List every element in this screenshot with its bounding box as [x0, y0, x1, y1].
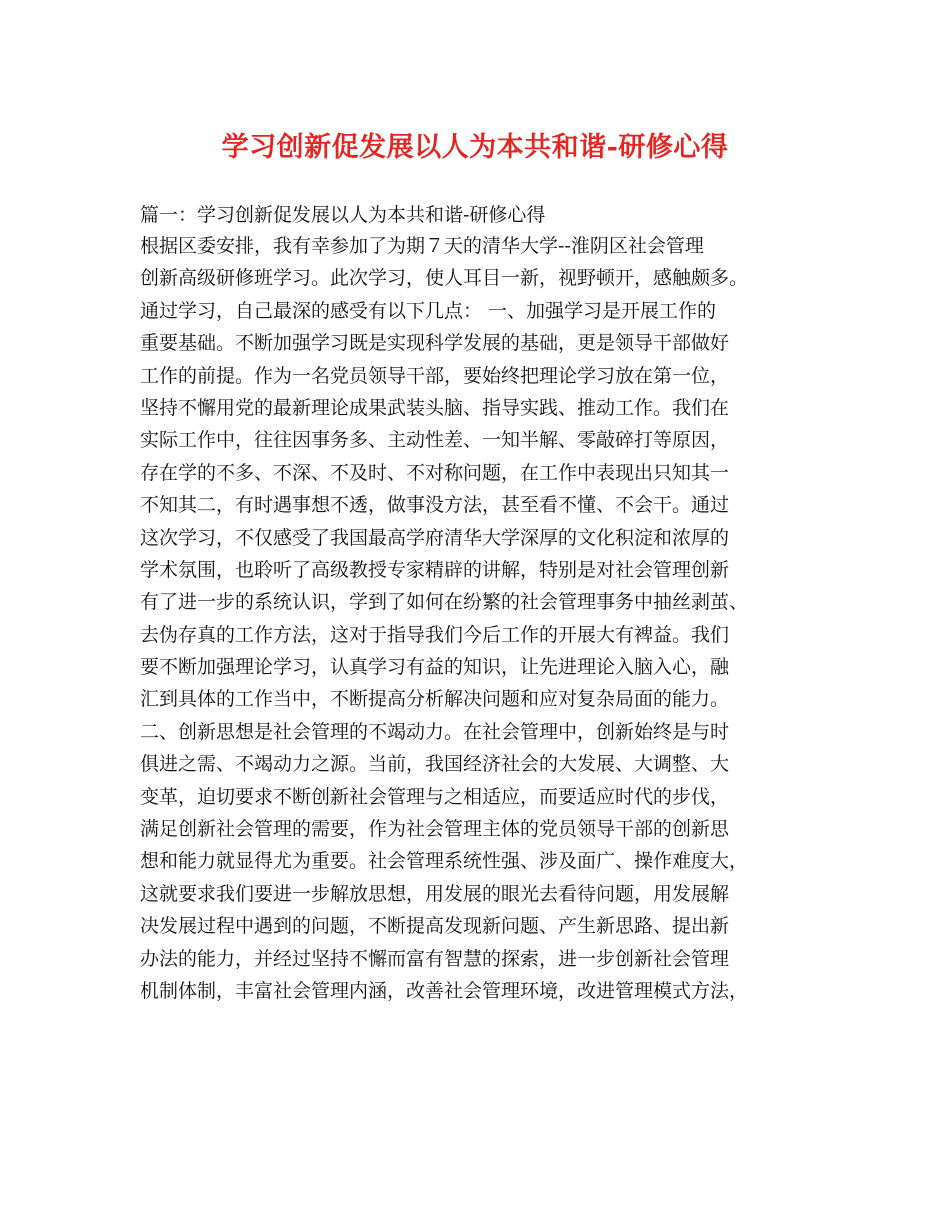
- body-line: 要不断加强理论学习，认真学习有益的知识，让先进理论入脑入心，融: [140, 656, 730, 679]
- document-body: [140, 200, 840, 1007]
- body-line: 想和能力就显得尤为重要。社会管理系统性强、涉及面广、操作难度大，: [140, 850, 749, 873]
- body-line: 去伪存真的工作方法，这对于指导我们今后工作的开展大有裨益。我们: [140, 623, 730, 646]
- body-line: 办法的能力，并经过坚持不懈而富有智慧的探索，进一步创新社会管理: [140, 947, 730, 970]
- body-line: 二、创新思想是社会管理的不竭动力。在社会管理中，创新始终是与时: [140, 720, 730, 743]
- body-line: 有了进一步的系统认识，学到了如何在纷繁的社会管理事务中抽丝剥茧、: [140, 591, 749, 614]
- body-line: 决发展过程中遇到的问题，不断提高发现新问题、产生新思路、提出新: [140, 915, 730, 938]
- body-line: 满足创新社会管理的需要，作为社会管理主体的党员领导干部的创新思: [140, 818, 730, 841]
- body-line: 汇到具体的工作当中，不断提高分析解决问题和应对复杂局面的能力。: [140, 688, 730, 711]
- body-line: 变革，迫切要求不断创新社会管理与之相适应，而要适应时代的步伐，: [140, 785, 730, 808]
- body-line: 这次学习，不仅感受了我国最高学府清华大学深厚的文化积淀和浓厚的: [140, 526, 730, 549]
- document-title: 学习创新促发展以人为本共和谐-研修心得: [221, 132, 729, 163]
- body-line: 存在学的不多、不深、不及时、不对称问题，在工作中表现出只知其一: [140, 461, 730, 484]
- body-line: 俱进之需、不竭动力之源。当前，我国经济社会的大发展、大调整、大: [140, 753, 730, 776]
- body-line: 坚持不懈用党的最新理论成果武装头脑、指导实践、推动工作。我们在: [140, 396, 730, 419]
- body-line: 不知其二，有时遇事想不透，做事没方法，甚至看不懂、不会干。通过: [140, 494, 730, 517]
- body-line: 篇一：学习创新促发展以人为本共和谐-研修心得: [140, 204, 546, 226]
- body-line: 机制体制，丰富社会管理内涵，改善社会管理环境，改进管理模式方法，: [140, 979, 749, 1002]
- body-line: 工作的前提。作为一名党员领导干部，要始终把理论学习放在第一位，: [140, 364, 730, 387]
- body-line: 通过学习，自己最深的感受有以下几点： 一、加强学习是开展工作的: [140, 299, 717, 322]
- body-line: 这就要求我们要进一步解放思想，用发展的眼光去看待问题，用发展解: [140, 882, 730, 905]
- body-line: 实际工作中，往往因事务多、主动性差、一知半解、零敲碎打等原因，: [140, 429, 730, 452]
- body-line: 创新高级研修班学习。此次学习，使人耳目一新，视野顿开，感触颇多。: [140, 267, 749, 290]
- body-line: 根据区委安排，我有幸参加了为期７天的清华大学--淮阴区社会管理: [140, 235, 704, 257]
- body-line: 重要基础。不断加强学习既是实现科学发展的基础，更是领导干部做好: [140, 332, 730, 355]
- body-line: 学术氛围，也聆听了高级教授专家精辟的讲解，特别是对社会管理创新: [140, 558, 730, 581]
